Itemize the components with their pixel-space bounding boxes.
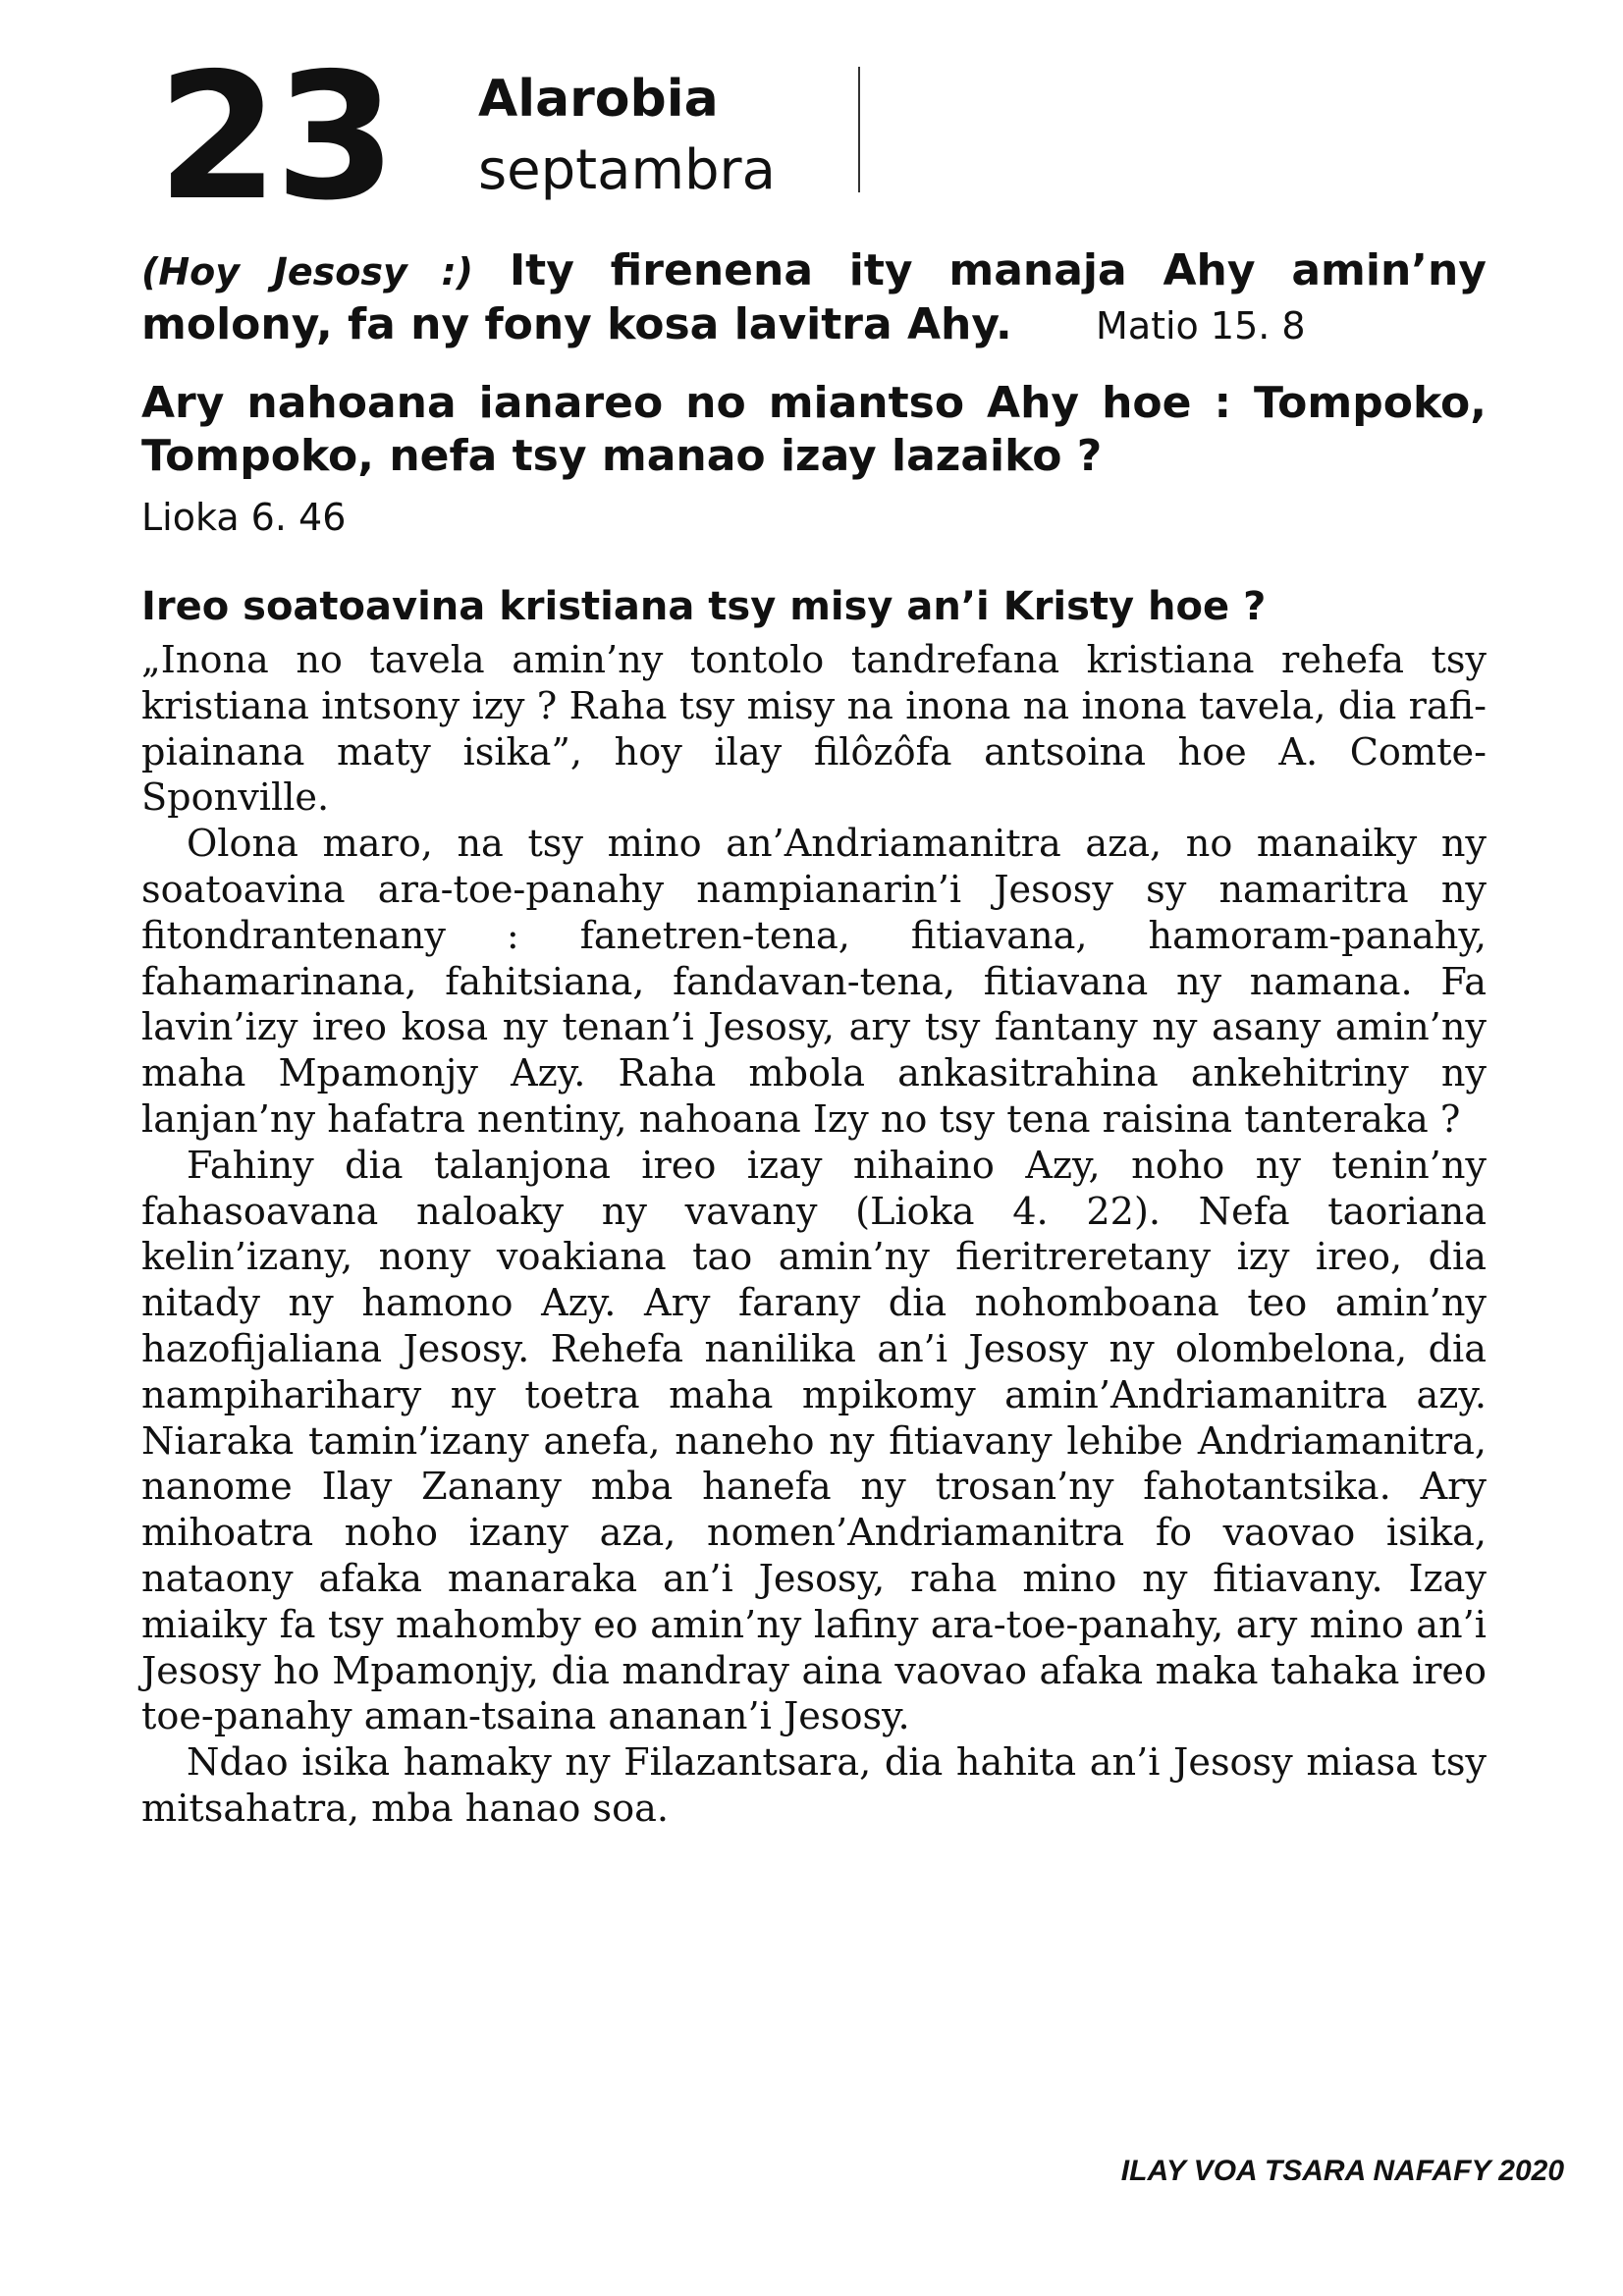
verse-secondary bbox=[141, 377, 1487, 483]
verse-main bbox=[141, 244, 1487, 352]
article-title: Ireo soatoavina kristiana tsy misy an’i Kristy hoe ? bbox=[141, 584, 1267, 629]
month-label: septambra bbox=[478, 138, 776, 202]
article-paragraph: „Inona no tavela amin’ny tontolo tandrefana kristiana rehefa tsy kristiana intsony izy ? Raha tsy misy na inona na inona tavela, dia rafi-piainana maty isika”, hoy ilay filôzôfa antsoina hoe A. Comte-Sponville. bbox=[141, 639, 1487, 821]
day-number: 23 bbox=[157, 35, 393, 239]
verse-speaker-prefix: (Hoy Jesosy :) bbox=[141, 250, 474, 294]
article-body bbox=[141, 638, 1487, 1833]
verse-main-text: Ity firenena ity manaja Ahy amin’ny molony, fa ny fony kosa lavitra Ahy. bbox=[141, 245, 1487, 349]
weekday-label: Alarobia bbox=[478, 70, 719, 129]
verse-secondary-reference: Lioka 6. 46 bbox=[141, 496, 347, 539]
header-divider bbox=[858, 67, 860, 192]
article-paragraph: Ndao isika hamaky ny Filazantsara, dia hahita an’i Jesosy miasa tsy mitsahatra, mba hanao soa. bbox=[141, 1741, 1487, 1831]
article-paragraph: Olona maro, na tsy mino an’Andriamanitra aza, no manaiky ny soatoavina ara-toe-panahy nampianarin’i Jesosy sy namaritra ny fitondrantenany : fanetren-tena, fitiavana, hamoram-panahy, fahamarinana, fahitsiana, fandavan-tena, fitiavana ny namana. Fa lavin’izy ireo kosa ny tenan’i Jesosy, ary tsy fantany ny asany amin’ny maha Mpamonjy Azy. Raha mbola ankasitrahina ankehitriny ny lanjan’ny hafatra nentiny, nahoana Izy no tsy tena raisina tanteraka ? bbox=[141, 823, 1487, 1142]
article-paragraph: Fahiny dia talanjona ireo izay nihaino Azy, noho ny tenin’ny fahasoavana naloaky ny vavany (Lioka 4. 22). Nefa taoriana kelin’izany, nony voakiana tao amin’ny fieritreretany izy ireo, dia nitady ny hamono Azy. Ary farany dia nohomboana teo amin’ny hazofijaliana Jesosy. Rehefa nanilika an’i Jesosy ny olombelona, dia nampiharihary ny toetra maha mpikomy amin’Andriamanitra azy. Niaraka tamin’izany anefa, naneho ny fitiavany lehibe Andriamanitra, nanome Ilay Zanany mba hanefa ny trosan’ny fahotantsika. Ary mihoatra noho izany aza, nomen’Andriamanitra fo vaovao isika, nataony afaka manaraka an’i Jesosy, raha mino ny fitiavany. Izay miaiky fa tsy mahomby eo amin’ny lafiny ara-toe-panahy, ary mino an’i Jesosy ho Mpamonjy, dia mandray aina vaovao afaka maka tahaka ireo toe-panahy aman-tsaina ananan’i Jesosy. bbox=[141, 1144, 1487, 1739]
verse-main-reference: Matio 15. 8 bbox=[1096, 304, 1306, 347]
verse-secondary-text: Ary nahoana ianareo no miantso Ahy hoe : Tompoko, Tompoko, nefa tsy manao izay lazaiko ? bbox=[141, 378, 1487, 481]
publication-footer: ILAY VOA TSARA NAFAFY 2020 bbox=[1120, 2155, 1564, 2187]
